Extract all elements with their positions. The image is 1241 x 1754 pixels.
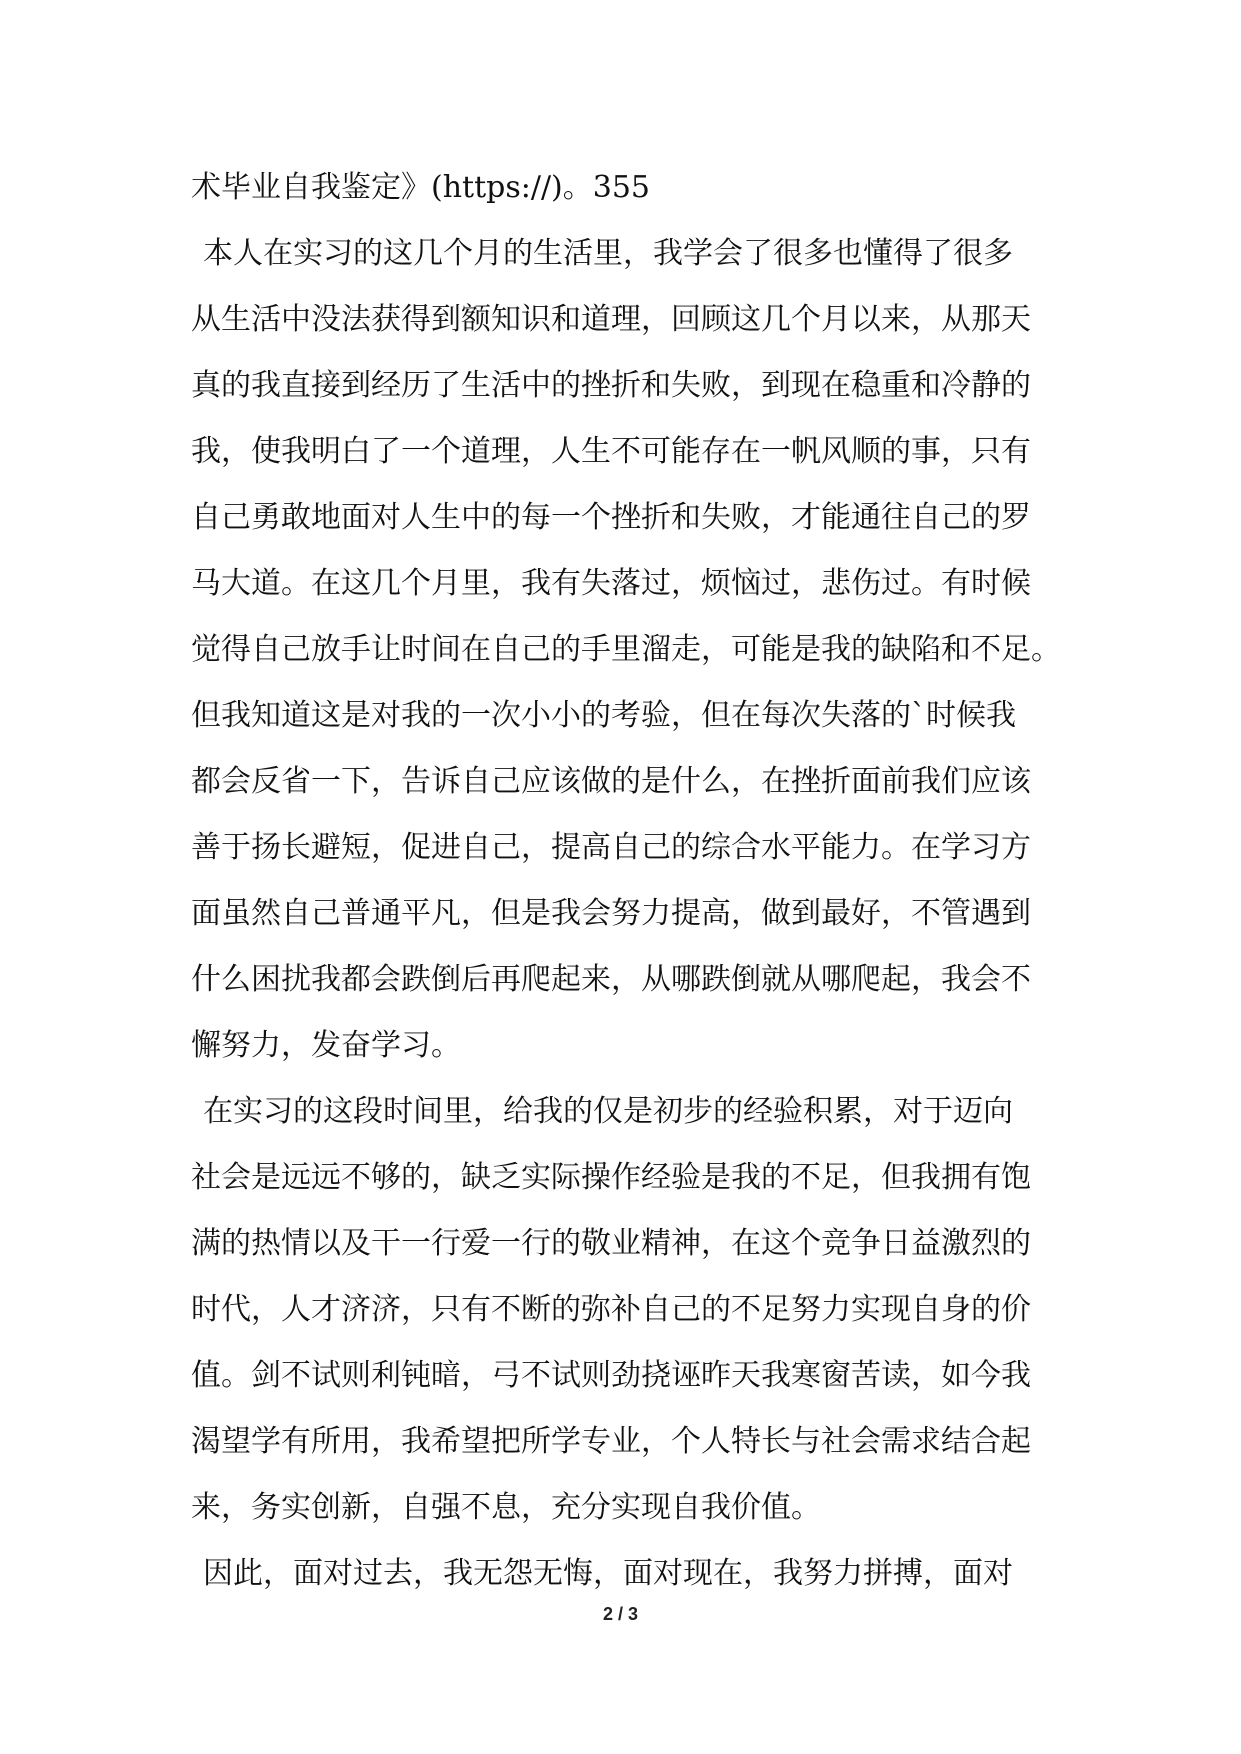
text-line: 但我知道这是对我的一次小小的考验，但在每次失落的`时候我 [191,698,1016,733]
text-line: 面虽然自己普通平凡，但是我会努力提高，做到最好，不管遇到 [191,896,1031,931]
text-line: 什么困扰我都会跌倒后再爬起来，从哪跌倒就从哪爬起，我会不 [191,962,1031,997]
text-line: 社会是远远不够的，缺乏实际操作经验是我的不足，但我拥有饱 [191,1160,1031,1195]
page-number: 2 / 3 [602,1604,639,1624]
paragraph-start-line: 因此，面对过去，我无怨无悔，面对现在，我努力拼搏，面对 [203,1556,1013,1591]
text-line: 值。剑不试则利钝暗，弓不试则劲挠诬昨天我寒窗苦读，如今我 [191,1358,1031,1393]
text-line: 真的我直接到经历了生活中的挫折和失败，到现在稳重和冷静的 [191,368,1031,403]
text-line: 我，使我明白了一个道理，人生不可能存在一帆风顺的事，只有 [191,434,1031,469]
text-line: 渴望学有所用，我希望把所学专业，个人特长与社会需求结合起 [191,1424,1031,1459]
text-line: 善于扬长避短，促进自己，提高自己的综合水平能力。在学习方 [191,830,1031,865]
paragraph-start-line: 在实习的这段时间里，给我的仅是初步的经验积累，对于迈向 [203,1094,1013,1129]
text-line: 来，务实创新，自强不息，充分实现自我价值。 [191,1490,821,1525]
text-line: 术毕业自我鉴定》(https://)。355 [191,170,651,205]
text-line: 觉得自己放手让时间在自己的手里溜走，可能是我的缺陷和不足。 [191,632,1061,667]
body-text [191,155,1071,1607]
text-line: 自己勇敢地面对人生中的每一个挫折和失败，才能通往自己的罗 [191,500,1031,535]
text-line: 时代，人才济济，只有不断的弥补自己的不足努力实现自身的价 [191,1292,1031,1327]
paragraph-start-line: 本人在实习的这几个月的生活里，我学会了很多也懂得了很多 [203,236,1013,271]
text-line: 从生活中没法获得到额知识和道理，回顾这几个月以来，从那天 [191,302,1031,337]
text-line: 懈努力，发奋学习。 [191,1028,461,1063]
text-line: 都会反省一下，告诉自己应该做的是什么，在挫折面前我们应该 [191,764,1031,799]
text-line: 马大道。在这几个月里，我有失落过，烦恼过，悲伤过。有时候 [191,566,1031,601]
text-line: 满的热情以及干一行爱一行的敬业精神，在这个竞争日益激烈的 [191,1226,1031,1261]
